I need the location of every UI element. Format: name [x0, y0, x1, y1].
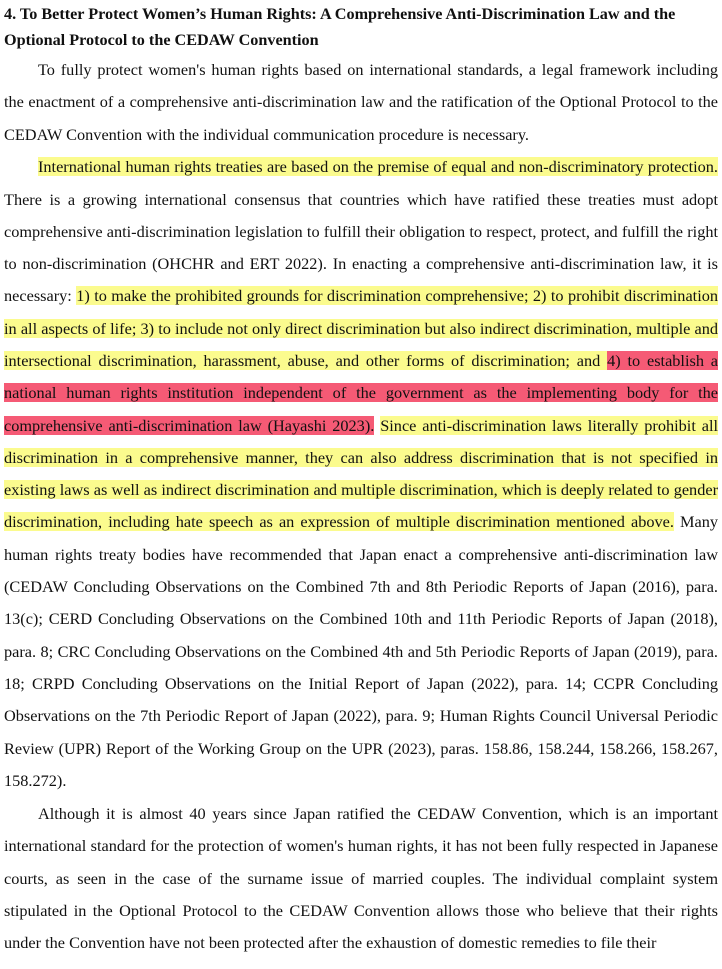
text-consensus: There is a growing international consensus that countries which have ratified these treaties must adopt comprehensive anti-discrimination legislation to fulfill their obligation to respect, protect, and fulfill the right to non-discrimination (OHCHR and ERT 2022). In enacting a comprehensive anti-discrimination law, it is necessary:: [4, 189, 718, 306]
paragraph-optional-protocol: Although it is almost 40 years since Japan ratified the CEDAW Convention, which is an important international standard for the protection of women's human rights, it has not been fully respected in Japanese courts, as seen in the case of the surname issue of married couples. The individual complaint system stipulated in the Optional Protocol to the CEDAW Convention allows those who believe that their rights under the Convention have not been protected after the exhaustion of domestic remedies to file their: [4, 804, 718, 953]
highlight-requirements: 1) to make the prohibited grounds for discrimination comprehensive; 2) to prohibit discrimination in all aspects of life; 3) to include not only direct discrimination but also indirect discrimination, multiple and intersectional discrimination, harassment, abuse, and other forms of discrimination; and: [4, 286, 718, 370]
paragraph-anti-discrimination: [4, 151, 718, 797]
section-heading: 4. To Better Protect Women’s Human Rights: A Comprehensive Anti-Discrimination Law and the Optional Protocol to the CEDAW Convention: [4, 5, 676, 49]
highlight-treaties-premise: International human rights treaties are based on the premise of equal and non-discriminatory protection.: [38, 157, 718, 177]
highlight-comprehensive-scope: Since anti-discrimination laws literally prohibit all discrimination in a comprehensive manner, they can also address discrimination that is not specified in existing laws as well as indirect discrimination and multiple discrimination, which is deeply related to gender discrimination, including hate speech as an expression of multiple discrimination mentioned above.: [4, 415, 719, 532]
text-treaty-bodies: Many human rights treaty bodies have recommended that Japan enact a comprehensive anti-discrimination law (CEDAW Concluding Observations on the Combined 7th and 8th Periodic Reports of Japan (2016), para. 13(c); CERD Concluding Observations on the Combined 10th and 11th Periodic Reports of Japan (2018), para. 8; CRC Concluding Observations on the Combined 4th and 5th Periodic Reports of Japan (2019), para. 18; CRPD Concluding Observations on the Initial Report of Japan (2022), para. 14; CCPR Concluding Observations on the 7th Periodic Report of Japan (2022), para. 9; Human Rights Council Universal Periodic Review (UPR) Report of the Working Group on the UPR (2023), paras. 158.86, 158.244, 158.266, 158.267, 158.272).: [4, 512, 718, 790]
highlight-national-institution: 4) to establish a national human rights institution independent of the government as the implementing body for the comprehensive anti-discrimination law (Hayashi 2023).: [4, 351, 719, 435]
paragraph-intro: To fully protect women's human rights based on international standards, a legal framework including the enactment of a comprehensive anti-discrimination law and the ratification of the Optional Protocol to the CEDAW Convention with the individual communication procedure is necessary.: [4, 60, 718, 144]
